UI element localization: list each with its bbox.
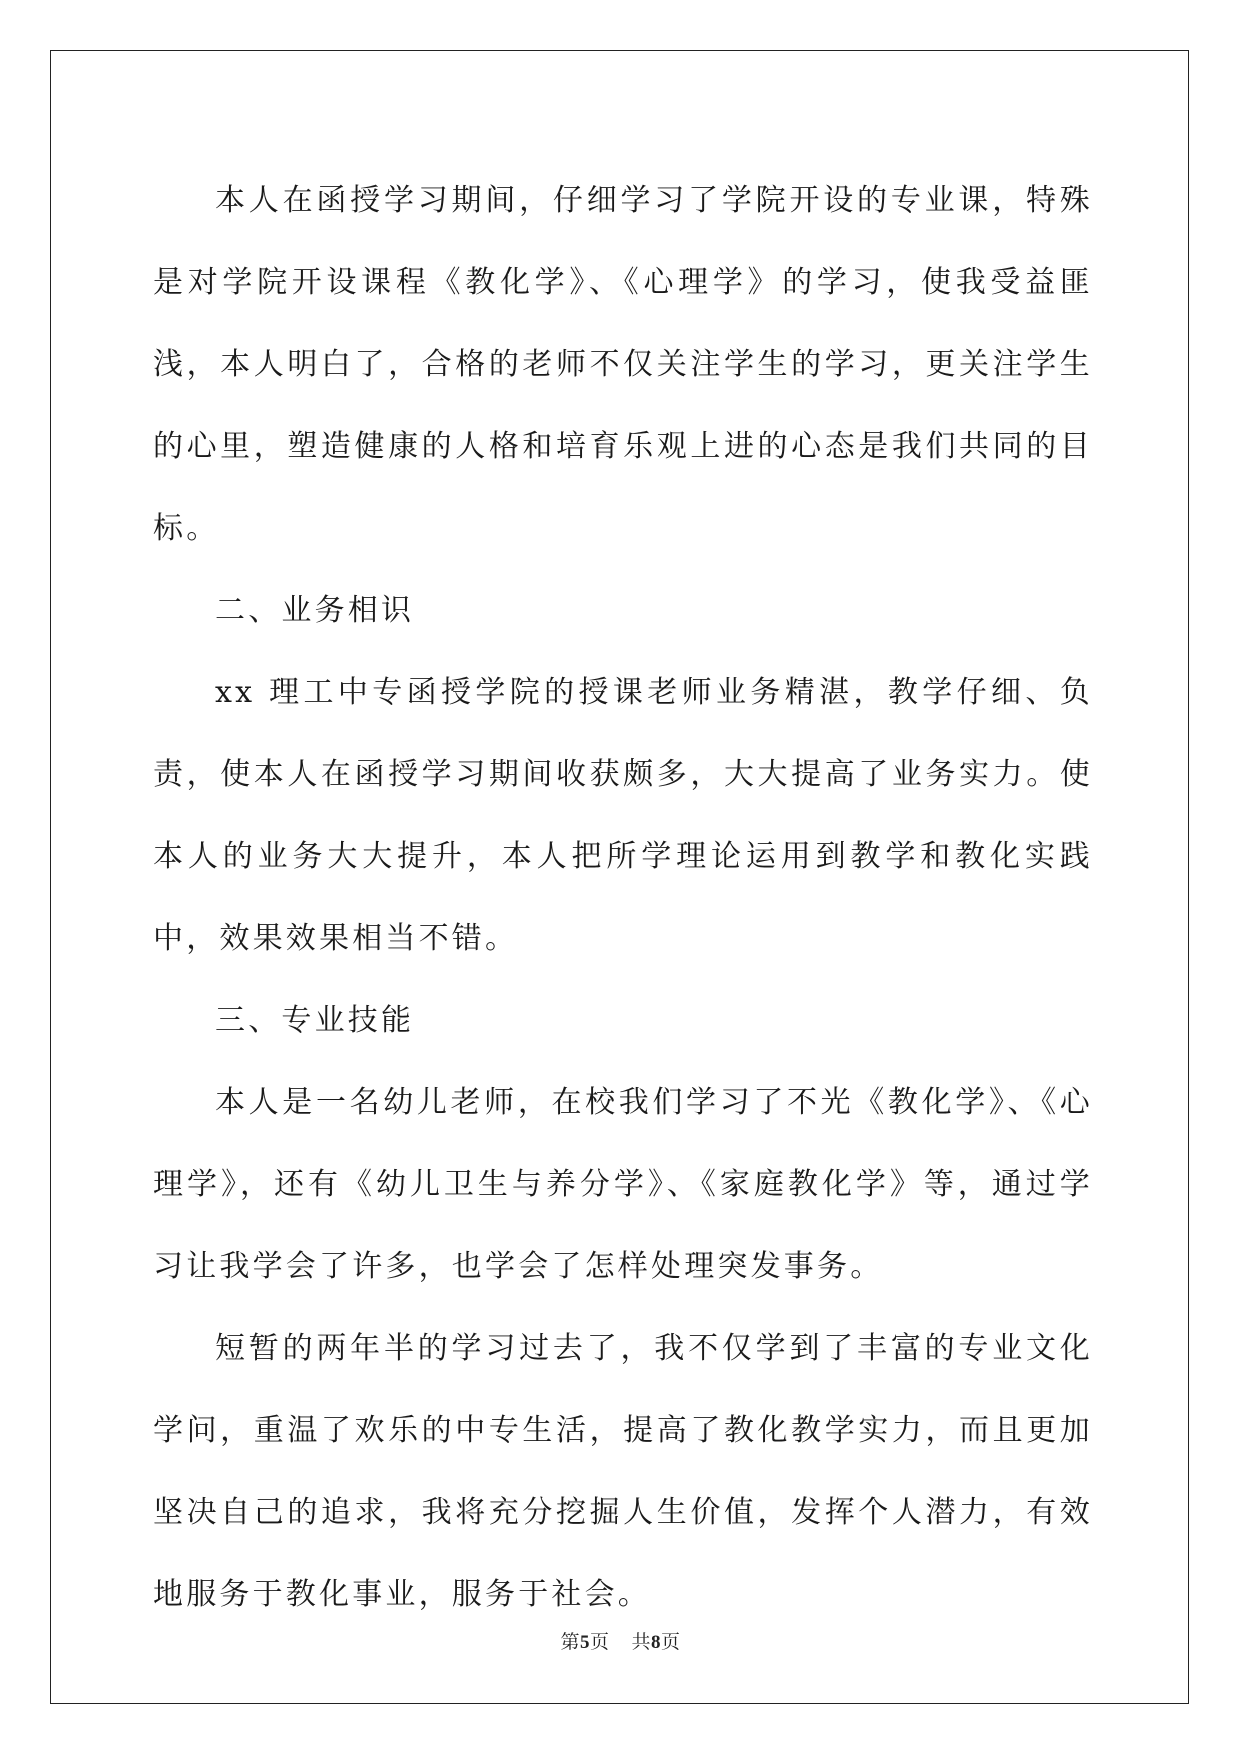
section-heading-business: 二、业务相识 xyxy=(215,593,415,628)
paragraph-skills: 本人是一名幼儿老师，在校我们学习了不光《教化学》、《心理学》，还有《幼儿卫生与养分学》、《家庭教化学》等，通过学习让我学会了许多，也学会了怎样处理突发事务。 xyxy=(153,1085,1093,1284)
total-pages-number: 8 xyxy=(651,1632,662,1653)
paragraph-business: xx 理工中专函授学院的授课老师业务精湛，教学仔细、负责，使本人在函授学习期间收获颇多，大大提高了业务实力。使本人的业务大大提升，本人把所学理论运用到教学和教化实践中，效果效果相当不错。 xyxy=(153,675,1093,956)
paragraph-study: 本人在函授学习期间，仔细学习了学院开设的专业课，特殊是对学院开设课程《教化学》、《心理学》的学习，使我受益匪浅，本人明白了，合格的老师不仅关注学生的学习，更关注学生的心里，塑造健康的人格和培育乐观上进的心态是我们共同的目标。 xyxy=(153,183,1093,546)
current-page-number: 5 xyxy=(579,1632,590,1653)
page-footer xyxy=(0,1627,1241,1654)
footer-total-prefix: 共 xyxy=(631,1631,652,1653)
footer-total-suffix: 页 xyxy=(661,1631,681,1653)
document-body xyxy=(153,160,1093,1636)
section-heading-skills: 三、专业技能 xyxy=(215,1003,415,1038)
paragraph-conclusion: 短暂的两年半的学习过去了，我不仅学到了丰富的专业文化学问，重温了欢乐的中专生活，提高了教化教学实力，而且更加坚决自己的追求，我将充分挖掘人生价值，发挥个人潜力，有效地服务于教化事业，服务于社会。 xyxy=(153,1331,1093,1612)
footer-prefix: 第 xyxy=(560,1631,580,1653)
footer-page-suffix: 页 xyxy=(589,1631,610,1653)
